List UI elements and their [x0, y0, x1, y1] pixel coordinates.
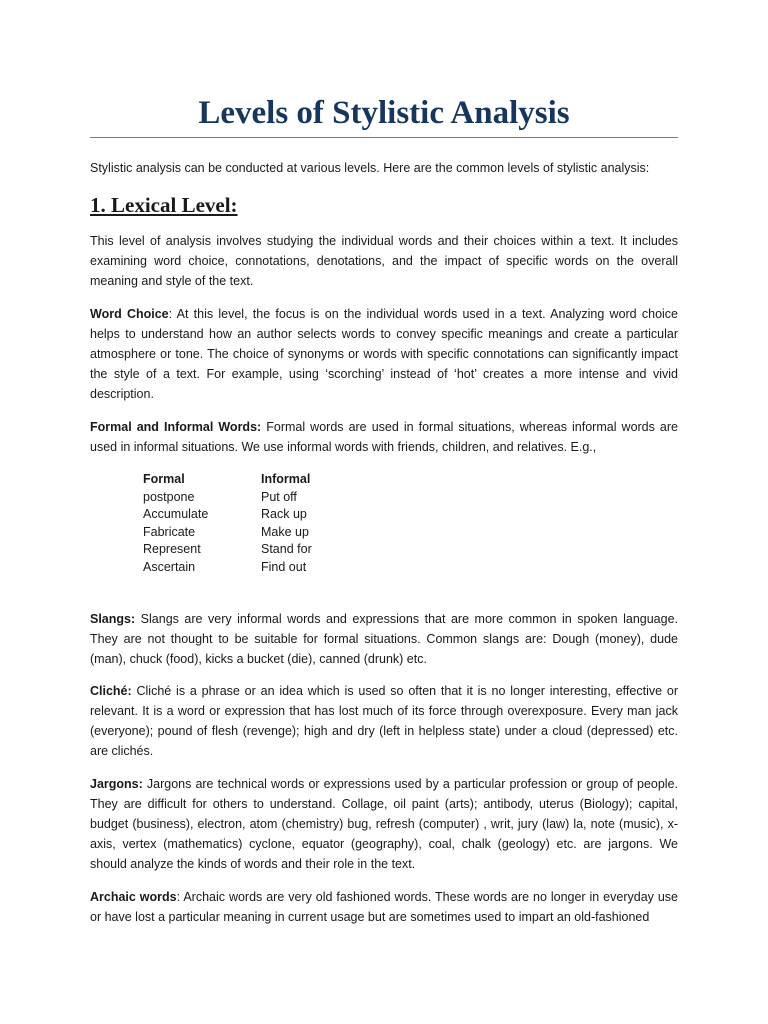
title-underline-rule [90, 137, 678, 138]
formal-informal-paragraph [90, 417, 678, 457]
slangs-text: Slangs are very informal words and expressions that are more common in spoken language. They are not thought to be suitable for formal situations. Common slangs are: Dough (money), dude (man), chuck (food), kicks a bucket (die), canned (drunk) etc. [90, 612, 678, 666]
slangs-term: Slangs: [90, 612, 136, 626]
table-row [143, 489, 381, 507]
table-header-row [143, 471, 381, 489]
page-title: Levels of Stylistic Analysis [198, 95, 570, 131]
word-choice-paragraph [90, 304, 678, 404]
table-cell-formal: postpone [143, 489, 195, 504]
cliche-paragraph [90, 681, 678, 761]
lexical-level-paragraph: This level of analysis involves studying the individual words and their choices within a text. It includes examining word choice, connotations, denotations, and the impact of specific words on the overall meaning and style of the text. [90, 234, 678, 288]
table-cell-formal: Accumulate [143, 507, 209, 521]
table-cell-formal: Represent [143, 542, 201, 556]
jargons-text: Jargons are technical words or expressions used by a particular profession or group of people. They are difficult for others to understand. Collage, oil paint (arts); antibody, uterus (Biology); capital, budget (business), electron, atom (chemistry) bug, refresh (computer) , writ, jury (law) la, note (music), x-axis, vertex (mathematics) cyclone, equator (geography), coal, chalk (geology) etc. are jargons. We should analyze the kinds of words and their role in the text. [90, 777, 678, 871]
table-cell-formal: Fabricate [143, 524, 196, 539]
cliche-term: Cliché: [90, 684, 132, 698]
intro-paragraph: Stylistic analysis can be conducted at various levels. Here are the common levels of stylistic analysis: [90, 161, 650, 175]
section-heading-lexical: 1. Lexical Level: [90, 193, 238, 217]
archaic-words-paragraph [90, 887, 678, 927]
table-cell-formal: Ascertain [143, 559, 196, 574]
table-row [143, 506, 381, 524]
table-cell-informal: Find out [261, 559, 307, 574]
jargons-term: Jargons: [90, 777, 143, 791]
table-row [143, 524, 381, 542]
word-choice-text: : At this level, the focus is on the individual words used in a text. Analyzing word choice helps to understand how an author selects words to convey specific meanings and create a particular atmosphere or tone. The choice of synonyms or words with specific connotations can significantly impact the style of a text. For example, using ‘scorching’ instead of ‘hot’ creates a more intense and vivid description. [90, 307, 678, 401]
archaic-words-text: : Archaic words are very old fashioned words. These words are no longer in everyday use or have lost a particular meaning in current usage but are sometimes used to impart an old-fashioned [90, 890, 678, 924]
table-cell-informal: Rack up [261, 507, 307, 521]
cliche-text: Cliché is a phrase or an idea which is used so often that it is no longer interesting, effective or relevant. It is a word or expression that has lost much of its force through overexposure. Every man jack (everyone); pound of flesh (revenge); high and dry (left in helpless state) under a cloud (depressed) etc. are clichés. [90, 684, 678, 758]
table-cell-informal: Make up [261, 524, 309, 539]
table-row [143, 559, 381, 577]
table-header-formal: Formal [143, 472, 185, 486]
formal-informal-table [143, 471, 381, 576]
word-choice-term: Word Choice [90, 307, 169, 321]
table-row [143, 541, 381, 559]
table-header-informal: Informal [261, 472, 311, 486]
table-cell-informal: Stand for [261, 542, 312, 556]
archaic-words-term: Archaic words [90, 890, 177, 904]
formal-informal-term: Formal and Informal Words: [90, 420, 262, 434]
table-cell-informal: Put off [261, 489, 297, 504]
slangs-paragraph [90, 609, 678, 669]
jargons-paragraph [90, 774, 678, 874]
formal-informal-text: Formal words are used in formal situations, whereas informal words are used in informal situations. We use informal words with friends, children, and relatives. E.g., [90, 420, 678, 454]
